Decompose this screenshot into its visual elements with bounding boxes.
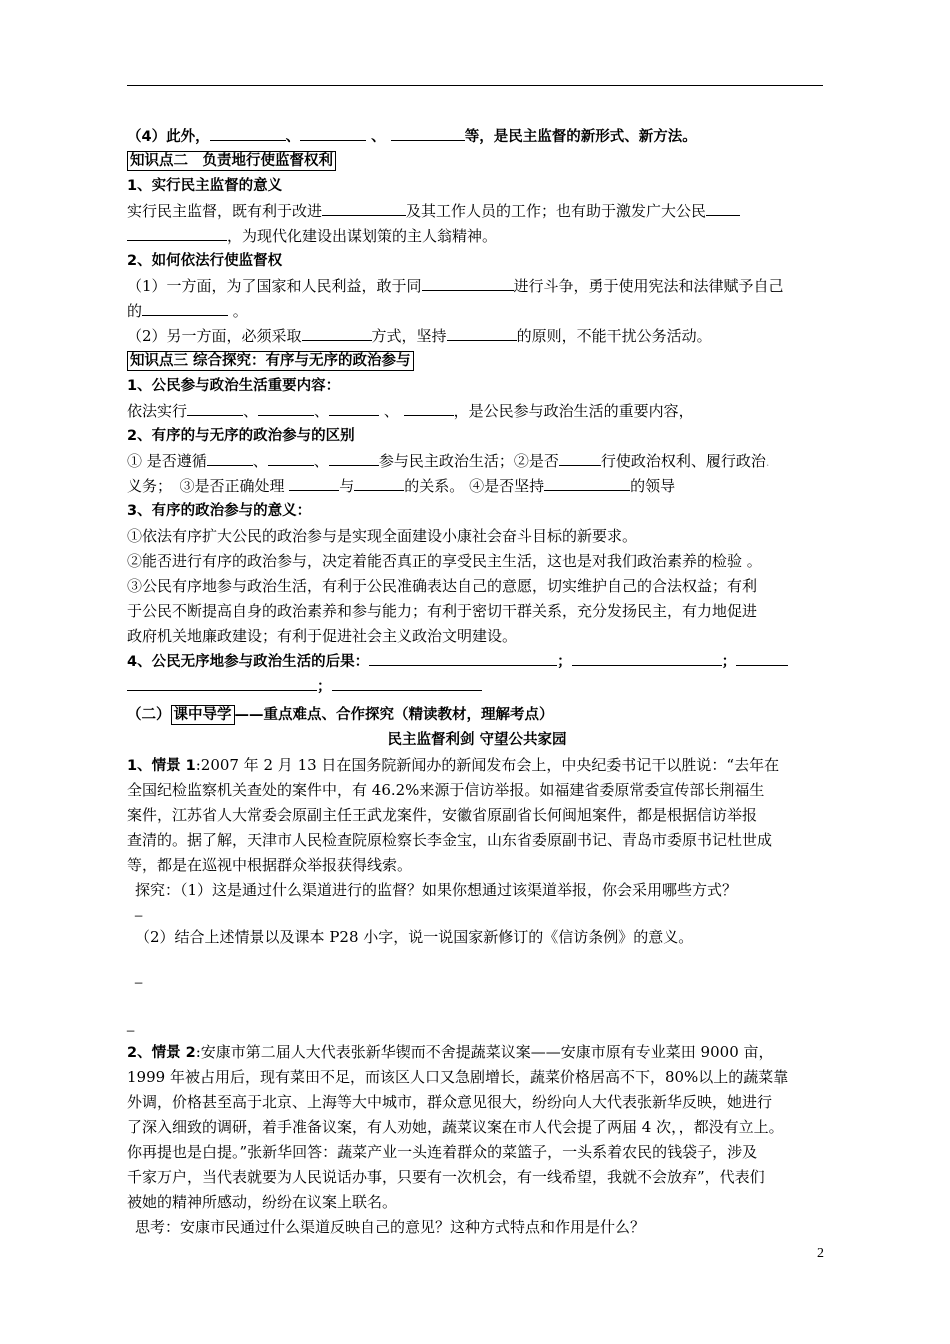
knowledge-point-3-title: 知识点三 综合探究：有序与无序的政治参与 bbox=[127, 351, 414, 371]
blank[interactable] bbox=[559, 449, 601, 466]
blank[interactable] bbox=[142, 299, 228, 316]
k3-1-line: 依法实行 、 、 、 ，是公民参与政治生活的重要内容， bbox=[127, 399, 827, 424]
k2-1-line1: 实行民主监督，既有利于改进 及其工作人员的工作；也有助于激发广大公民 bbox=[127, 199, 827, 224]
p4-line: （4）此外， 、 、 等，是民主监督的新形式、新方法。 bbox=[127, 124, 827, 149]
k3-3-heading: 3、有序的政治参与的意义： bbox=[127, 503, 312, 519]
blank[interactable] bbox=[268, 449, 314, 466]
k3-2-line1: ① 是否遵循 、 、 参与民主政治生活；②是否 行使政治权利、履行政治. bbox=[127, 449, 827, 474]
case2-question: 思考：安康市民通过什么渠道反映自己的意见？这种方式特点和作用是什么？ bbox=[135, 1218, 646, 1236]
blank[interactable] bbox=[706, 199, 740, 216]
case1-question1: 探究：（1）这是通过什么渠道进行的监督？如果你想通过该渠道举报，你会采用哪些方式？ bbox=[135, 881, 738, 899]
section-2-boxed-label: 课中导学 bbox=[171, 705, 235, 725]
k3-1-heading: 1、公民参与政治生活重要内容： bbox=[127, 378, 341, 394]
blank[interactable] bbox=[354, 474, 404, 491]
case1-question2: （2）结合上述情景以及课本 P28 小字，说一说国家新修订的《信访条例》的意义。 bbox=[135, 928, 694, 946]
blank[interactable] bbox=[329, 399, 379, 416]
k3-title-line bbox=[127, 349, 827, 374]
blank[interactable] bbox=[404, 399, 454, 416]
blank[interactable] bbox=[391, 124, 465, 141]
case1-line1: 1、情景 1:2007 年 2 月 13 日在国务院新闻办的新闻发布会上，中央纪委书记干以胜说：“去年在 bbox=[127, 756, 780, 774]
k3-2-heading: 2、有序的与无序的政治参与的区别 bbox=[127, 428, 355, 444]
blank[interactable] bbox=[302, 324, 372, 341]
blank[interactable] bbox=[332, 674, 482, 691]
k3-3-line4: 于公民不断提高自身的政治素养和参与能力；有利于密切干群关系，充分发扬民主，有力地促进 bbox=[127, 602, 758, 620]
blank[interactable] bbox=[127, 674, 317, 691]
section-2-heading: （二） 课中导学 ——重点难点、合作探究（精读教材，理解考点） bbox=[127, 707, 554, 723]
blank[interactable] bbox=[300, 124, 366, 141]
blank[interactable] bbox=[289, 474, 339, 491]
knowledge-point-2-title: 知识点二 负责地行使监督权利 bbox=[127, 151, 336, 171]
answer-blank-3[interactable]: _ bbox=[127, 1017, 135, 1032]
case1-line3: 案件，江苏省人大常委会原副主任王武龙案件，安徽省原副省长何闽旭案件，都是根据信访举报 bbox=[127, 806, 758, 824]
blank[interactable] bbox=[544, 474, 630, 491]
case2-line6: 千家万户，当代表就要为人民说话办事，只要有一次机会，有一线希望，我就不会放弃”，代表们 bbox=[127, 1168, 765, 1186]
case1-line2: 全国纪检监察机关查处的案件中，有 46.2%来源于信访举报。如福建省委原常委宣传部长荆福生 bbox=[127, 781, 765, 799]
case2-line2: 1999 年被占用后，现有菜田不足，而该区人口又急剧增长，蔬菜价格居高不下，80%以上的蔬菜靠 bbox=[127, 1068, 789, 1086]
blank[interactable] bbox=[447, 324, 517, 341]
k3-4-line2: ； bbox=[127, 674, 827, 699]
page-number: 2 bbox=[817, 1246, 824, 1261]
case2-line5: 你再提也是白提。”张新华回答：蔬菜产业一头连着群众的菜篮子，一头系着农民的钱袋子，涉及 bbox=[127, 1143, 758, 1161]
k2-2-line3: （2）另一方面，必须采取 方式，坚持 的原则，不能干扰公务活动。 bbox=[127, 324, 827, 349]
answer-blank-2[interactable]: _ bbox=[135, 969, 143, 984]
blank[interactable] bbox=[207, 449, 253, 466]
blank[interactable] bbox=[329, 449, 379, 466]
blank[interactable] bbox=[322, 199, 406, 216]
k3-3-line5: 政府机关地廉政建设；有利于促进社会主义政治文明建设。 bbox=[127, 627, 518, 645]
k3-3-line2: ②能否进行有序的政治参与，决定着能否真正的享受民主生活，这也是对我们政治素养的检验 。 bbox=[127, 552, 762, 570]
case2-line4: 了深入细致的调研，着手准备议案，有人劝她，蔬菜议案在市人代会提了两届 4 次，，都没有立上。 bbox=[127, 1118, 784, 1136]
blank[interactable] bbox=[210, 124, 286, 141]
k2-2-heading: 2、如何依法行使监督权 bbox=[127, 253, 283, 269]
case2-line3: 外调，价格甚至高于北京、上海等大中城市，群众意见很大，纷纷向人大代表张新华反映，她进行 bbox=[127, 1093, 773, 1111]
header-rule bbox=[127, 85, 823, 86]
k2-2-line2: 的 。 bbox=[127, 299, 827, 324]
case2-line1: 2、情景 2:安康市第二届人大代表张新华锲而不舍提蔬菜议案——安康市原有专业菜田 9000 亩， bbox=[127, 1043, 774, 1061]
case2-line7: 被她的精神所感动，纷纷在议案上联名。 bbox=[127, 1193, 398, 1211]
blank[interactable] bbox=[187, 399, 243, 416]
blank[interactable] bbox=[572, 649, 722, 666]
k2-2-line1: （1）一方面，为了国家和人民利益，敢于同 进行斗争，勇于使用宪法和法律赋予自己 bbox=[127, 274, 827, 299]
case1-line4: 查清的。据了解，天津市人民检查院原检察长李金宝，山东省委原副书记、青岛市委原书记杜世成 bbox=[127, 831, 773, 849]
answer-blank-1[interactable]: _ bbox=[135, 902, 143, 917]
blank[interactable] bbox=[258, 399, 314, 416]
blank[interactable] bbox=[736, 649, 788, 666]
document-body bbox=[127, 124, 827, 1240]
k3-3-line1: ①依法有序扩大公民的政治参与是实现全面建设小康社会奋斗目标的新要求。 bbox=[127, 527, 638, 545]
section-2-title: 民主监督利剑 守望公共家园 bbox=[387, 732, 567, 748]
k2-title-line bbox=[127, 149, 827, 174]
blank[interactable] bbox=[422, 274, 514, 291]
k3-2-line2: 义务； ③是否正确处理 与 的关系。 ④是否坚持 的领导 bbox=[127, 474, 827, 499]
case1-line5: 等，都是在巡视中根据群众举报获得线索。 bbox=[127, 856, 413, 874]
k2-1-line2: ，为现代化建设出谋划策的主人翁精神。 bbox=[127, 224, 827, 249]
k2-1-heading: 1、实行民主监督的意义 bbox=[127, 178, 283, 194]
blank[interactable] bbox=[369, 649, 557, 666]
blank[interactable] bbox=[127, 224, 227, 241]
k3-4-line1: 4、公民无序地参与政治生活的后果： ； ； bbox=[127, 649, 827, 674]
k3-3-line3: ③公民有序地参与政治生活，有利于公民准确表达自己的意愿，切实维护自己的合法权益；有利 bbox=[127, 577, 758, 595]
